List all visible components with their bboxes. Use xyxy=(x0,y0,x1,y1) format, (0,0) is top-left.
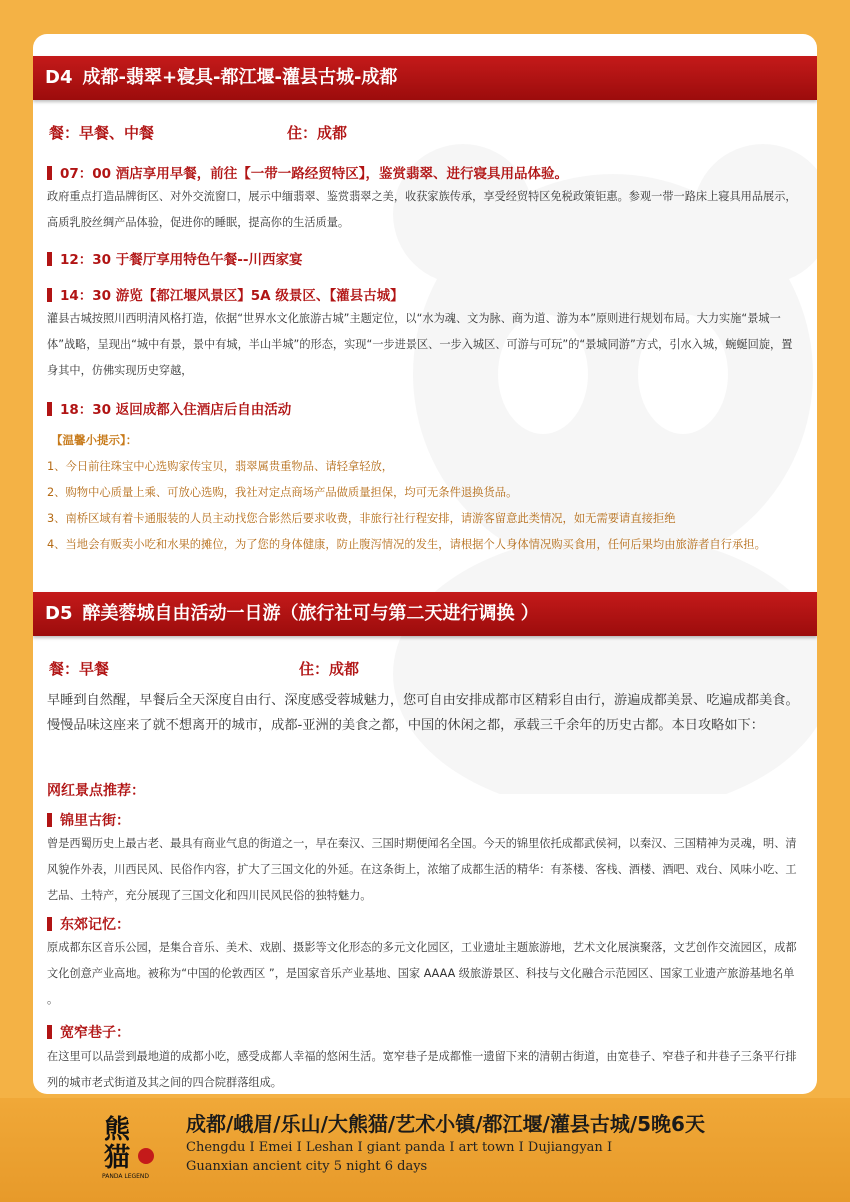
day-4-section-2-heading-text: 12：30 于餐厅享用特色午餐--川西家宴 xyxy=(60,252,303,268)
svg-text:熊: 熊 xyxy=(104,1115,131,1145)
spot-1-name: 锦里古街： xyxy=(60,813,130,829)
spot-2-name: 东郊记忆： xyxy=(60,917,130,933)
panda-watermark-icon xyxy=(353,74,817,794)
day-4-section-1-text: 政府重点打造品牌街区、对外交流窗口，展示中缅翡翠、鉴赏翡翠之美，收获家族传承，享受经贸特区免税政策钜惠。参观一带一路床上寝具用品展示，高质乳胶丝绸产品体验，促进你的睡眠，提高你的生活质量。 xyxy=(47,190,797,229)
day-4-meal: 餐：早餐、中餐 xyxy=(49,124,155,142)
spot-1-heading xyxy=(47,810,130,830)
footer-english-line-2: Guanxian ancient city 5 night 6 days xyxy=(186,1159,428,1174)
svg-text:猫: 猫 xyxy=(104,1143,131,1173)
day-4-section-4-heading xyxy=(47,398,291,418)
tip-item: 2、购物中心质量上乘、可放心选购，我社对定点商场产品做质量担保，均可无条件退换货品。 xyxy=(47,486,518,499)
day-5-intro: 早睡到自然醒，早餐后全天深度自由行、深度感受蓉城魅力，您可自由安排成都市区精彩自由行，游遍成都美景、吃遍成都美食。慢慢品味这座来了就不想离开的城市，成都-亚洲的美食之都，中国的休闲之都，承载三千余年的历史古都。本日攻略如下： xyxy=(47,693,799,733)
spot-2-text: 原成都东区音乐公园，是集合音乐、美术、戏剧、摄影等文化形态的多元文化园区，工业遗址主题旅游地，艺术文化展演聚落，文艺创作交流园区，成都文化创意产业高地。被称为“中国的伦敦西区 ”，是国家音乐产业基地、国家 AAAA 级旅游景区、科技与文化融合示范园区、国家工业遗产旅游基地名单 。 xyxy=(47,941,797,1006)
day-4-section-3-text: 灌县古城按照川西明清风格打造，依据“世界水文化旅游古城”主题定位，以“水为魂、文为脉、商为道、游为本”原则进行规划布局。大力实施“景城一体”战略，呈现出“城中有景，景中有城，半山半城”的形态，实现“一步进景区、一步入城区、可游与可玩”的“景城同游”方式，引水入城，蜿蜒回旋，置身其中，仿佛实现历史穿越， xyxy=(47,312,793,377)
bullet-mark xyxy=(47,813,52,827)
day-4-number: D4 xyxy=(45,67,73,88)
spot-1-text: 曾是西蜀历史上最古老、最具有商业气息的街道之一，早在秦汉、三国时期便闻名全国。今天的锦里依托成都武侯祠，以秦汉、三国精神为灵魂，明、清风貌作外表，川西民风、民俗作内容，扩大了三国文化的外延。在这条街上，浓缩了成都生活的精华：有茶楼、客栈、酒楼、酒吧、戏台、风味小吃、工艺品、土特产，充分展现了三国文化和四川民风民俗的独特魅力。 xyxy=(47,837,797,902)
day-5-header xyxy=(33,592,817,636)
svg-text:PANDA LEGEND: PANDA LEGEND xyxy=(102,1173,150,1180)
footer-title: 成都/峨眉/乐山/大熊猫/艺术小镇/都江堰/灌县古城/5晚6天 xyxy=(186,1112,705,1136)
panda-legend-logo-icon xyxy=(100,1108,160,1180)
day-4-section-2-heading xyxy=(47,248,302,268)
spot-3-heading xyxy=(47,1022,130,1042)
day-4-section-1-heading-text: 07：00 酒店享用早餐，前往【一带一路经贸特区】，鉴赏翡翠、进行寝具用品体验。 xyxy=(60,166,569,182)
bullet-mark xyxy=(47,166,52,180)
bullet-mark xyxy=(47,252,52,266)
day-4-header xyxy=(33,56,817,100)
bullet-mark xyxy=(47,402,52,416)
footer xyxy=(0,1098,850,1202)
itinerary-card xyxy=(33,34,817,1094)
tip-item: 4、当地会有贩卖小吃和水果的摊位，为了您的身体健康，防止腹泻情况的发生，请根据个人身体情况购买食用，任何后果均由旅游者自行承担。 xyxy=(47,538,766,551)
spot-3-name: 宽窄巷子： xyxy=(60,1025,130,1041)
tips-title: 【温馨小提示】： xyxy=(51,433,138,447)
spot-3-text: 在这里可以品尝到最地道的成都小吃，感受成都人幸福的悠闲生活。宽窄巷子是成都惟一遗留下来的清朝古街道，由宽巷子、窄巷子和井巷子三条平行排列的城市老式街道及其之间的四合院群落组成。 xyxy=(47,1050,797,1089)
day-4-title: 成都-翡翠+寝具-都江堰-灌县古城-成都 xyxy=(82,67,398,88)
tip-item: 1、今日前往珠宝中心选购家传宝贝，翡翠属贵重物品、请轻拿轻放， xyxy=(47,460,394,473)
day-5-number: D5 xyxy=(45,603,73,624)
bullet-mark xyxy=(47,288,52,302)
day-4-section-4-heading-text: 18：30 返回成都入住酒店后自由活动 xyxy=(60,402,292,418)
bullet-mark xyxy=(47,917,52,931)
day-4-section-3-heading-text: 14：30 游览【都江堰风景区】5A 级景区、【灌县古城】 xyxy=(60,288,404,304)
tip-item: 3、南桥区域有着卡通服装的人员主动找您合影然后要求收费，非旅行社行程安排，请游客留意此类情况，如无需要请直接拒绝 xyxy=(47,512,676,525)
recommend-heading-text: 网红景点推荐： xyxy=(47,783,145,799)
day-4-stay: 住：成都 xyxy=(287,124,348,142)
day-5-stay: 住：成都 xyxy=(299,660,360,678)
spot-2-heading xyxy=(47,914,130,934)
day-5-title: 醉美蓉城自由活动一日游（旅行社可与第二天进行调换 ） xyxy=(82,603,539,624)
day-5-meal: 餐：早餐 xyxy=(49,660,110,678)
footer-english-line-1: Chengdu I Emei I Leshan I giant panda I art town I Dujiangyan I xyxy=(186,1140,613,1155)
bullet-mark xyxy=(47,1025,52,1039)
day-4-section-3-heading xyxy=(47,284,404,304)
day-4-section-1-heading xyxy=(47,162,568,182)
